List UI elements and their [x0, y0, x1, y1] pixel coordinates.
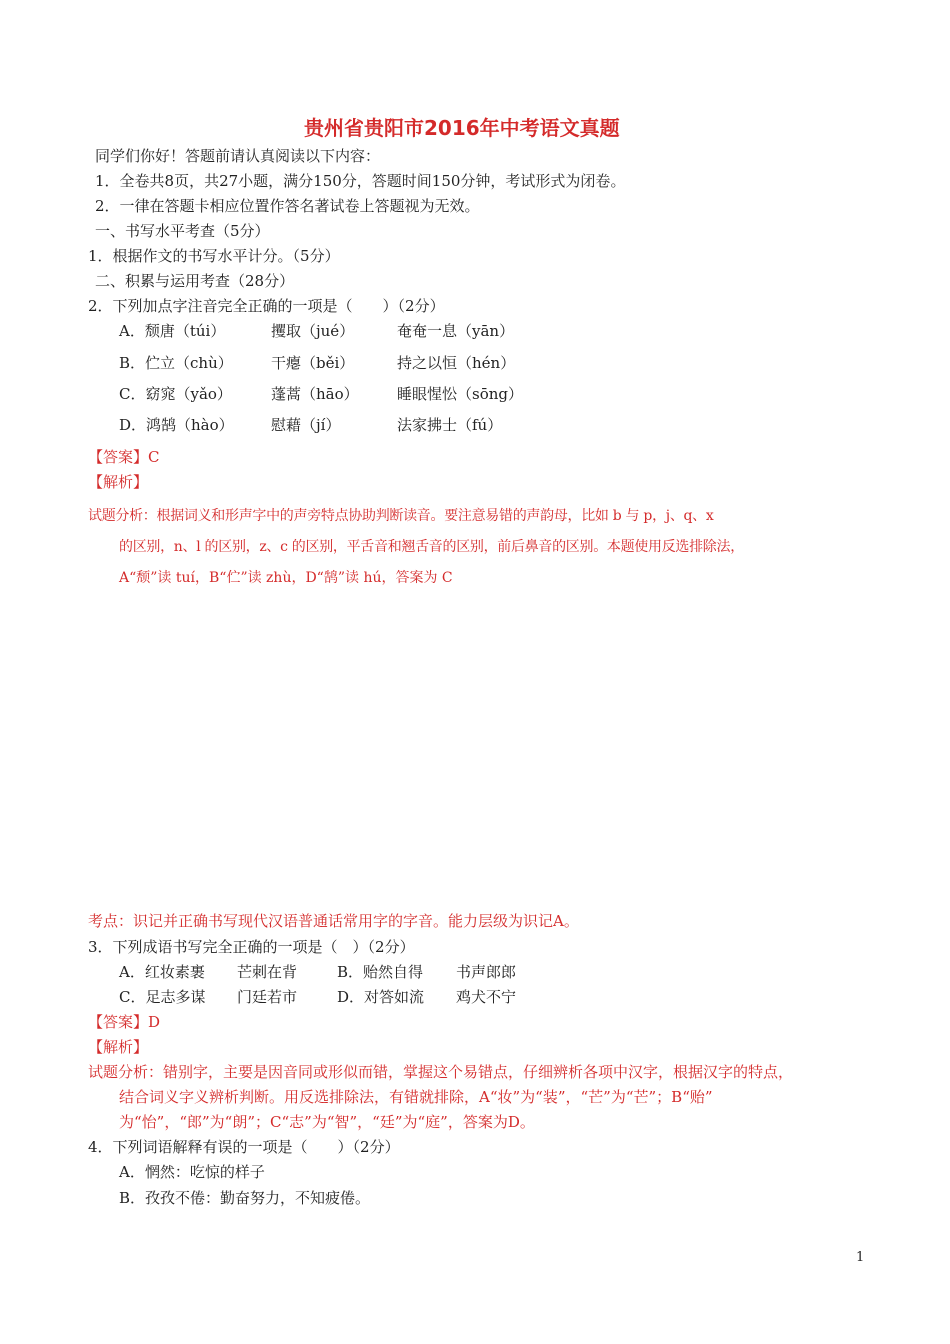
q3-option-d-2: 鸡犬不宁 — [456, 988, 517, 1006]
q2-analysis-line-3: A“颓”读 tuí，B“伫”读 zhù，D“鹄”读 hú，答案为 C — [119, 570, 453, 586]
q2-option-d-3: 法家拂士（fú） — [397, 416, 503, 434]
q2-analysis-label: 【解析】 — [88, 473, 149, 491]
q2-option-b-2: 干瘪（běi） — [271, 354, 355, 372]
q2-option-d-2: 慰藉（jí） — [271, 416, 341, 434]
q3-option-a: A．红妆素裹 — [119, 963, 205, 981]
section-1-heading: 一、书写水平考查（5分） — [95, 222, 270, 240]
question-1: 1．根据作文的书写水平计分。（5分） — [88, 247, 340, 265]
intro-greeting: 同学们你好！答题前请认真阅读以下内容： — [95, 147, 381, 165]
q2-option-c-3: 睡眼惺忪（sōng） — [397, 385, 523, 403]
q3-analysis-line-1: 试题分析：错别字，主要是因音同或形似而错，掌握这个易错点，仔细辨析各项中汉字，根据汉字的特点， — [88, 1063, 794, 1081]
section-2-heading: 二、积累与运用考查（28分） — [95, 272, 295, 290]
q3-option-a-2: 芒刺在背 — [237, 963, 298, 981]
q2-option-b-1: B．伫立（chù） — [119, 354, 233, 372]
intro-rule-1: 1．全卷共8页，共27小题，满分150分，答题时间150分钟，考试形式为闭卷。 — [95, 172, 626, 190]
q2-option-c-2: 蓬蒿（hāo） — [271, 385, 359, 403]
q2-option-c-1: C．窈窕（yǎo） — [119, 385, 232, 403]
q2-option-d-1: D．鸿鹄（hào） — [119, 416, 234, 434]
q3-option-b-2: 书声郎郎 — [456, 963, 517, 981]
intro-rule-2: 2．一律在答题卡相应位置作答名著试卷上答题视为无效。 — [95, 197, 480, 215]
page-number: 1 — [856, 1250, 865, 1265]
q2-analysis-line-1: 试题分析：根据词义和形声字中的声旁特点协助判断读音。要注意易错的声韵母，比如 b 与 p，j、q、x — [88, 508, 714, 524]
page-title: 贵州省贵阳市2016年中考语文真题 — [304, 116, 620, 140]
q2-analysis-line-2: 的区别，n、l 的区别，z、c 的区别，平舌音和翘舌音的区别，前后鼻音的区别。本题使用反选排除法， — [119, 539, 744, 555]
q3-analysis-line-3: 为“怡”，“郎”为“朗”；C“志”为“智”，“廷”为“庭”，答案为D。 — [119, 1113, 535, 1131]
question-2-stem: 2．下列加点字注音完全正确的一项是（ ）（2分） — [88, 297, 445, 315]
q3-option-c-2: 门廷若市 — [237, 988, 298, 1006]
q3-answer: 【答案】D — [88, 1013, 161, 1031]
q4-option-b: B．孜孜不倦：勤奋努力，不知疲倦。 — [119, 1189, 371, 1207]
q3-analysis-label: 【解析】 — [88, 1038, 149, 1056]
question-4-stem: 4．下列词语解释有误的一项是（ ）（2分） — [88, 1138, 400, 1156]
q2-option-a-3: 奄奄一息（yān） — [397, 322, 515, 340]
q2-kaodian: 考点：识记并正确书写现代汉语普通话常用字的字音。能力层级为识记A。 — [88, 912, 579, 930]
q3-option-c: C．足志多谋 — [119, 988, 206, 1006]
q3-analysis-line-2: 结合词义字义辨析判断。用反选排除法，有错就排除，A“妆”为“装”，“芒”为“芒”；B“贻” — [119, 1088, 713, 1106]
q2-option-a-1: A．颓唐（túi） — [119, 322, 226, 340]
q2-option-a-2: 攫取（jué） — [271, 322, 355, 340]
q2-option-b-3: 持之以恒（hén） — [397, 354, 516, 372]
q2-answer: 【答案】C — [88, 448, 160, 466]
q3-option-b: B．贻然自得 — [337, 963, 424, 981]
question-3-stem: 3．下列成语书写完全正确的一项是（ ）（2分） — [88, 938, 415, 956]
q3-option-d: D．对答如流 — [337, 988, 425, 1006]
q4-option-a: A．惘然：吃惊的样子 — [119, 1163, 265, 1181]
